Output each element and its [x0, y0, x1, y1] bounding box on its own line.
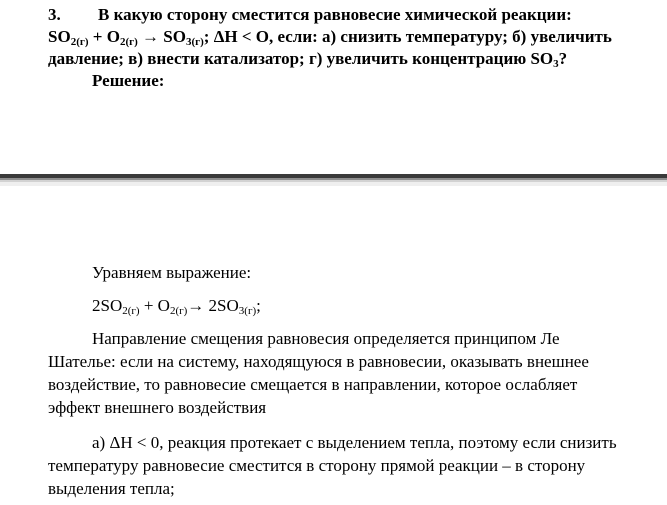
solution-paragraph-2-line-2: Шателье: если на систему, находящуюся в равновесии, оказывать внешнее — [48, 352, 589, 371]
formula-index: 2(г) — [122, 305, 140, 317]
solution-equation — [48, 294, 667, 317]
solution-label: Решение: — [92, 71, 165, 90]
solution-paragraph-2-line-4: эффект внешнего воздействия — [48, 398, 267, 417]
task-question-mark: ? — [558, 49, 568, 68]
solution-paragraph-3-line-2: температуру равновесие сместится в сторону прямой реакции – в сторону — [48, 456, 586, 475]
task-line-3 — [48, 48, 667, 70]
formula-end: ; — [256, 296, 261, 315]
task-equation — [48, 26, 667, 48]
solution-paragraph-3-line-1: а) ΔH < 0, реакция протекает с выделением тепла, поэтому если снизить — [92, 433, 617, 452]
solution-paragraph-3-line-3: выделения тепла; — [48, 479, 175, 498]
page-break-divider — [0, 174, 667, 190]
formula-index: 2(г) — [70, 36, 89, 48]
formula-so3: → SO — [137, 27, 186, 46]
formula-index: 3(г) — [238, 305, 257, 317]
formula-index: 3(г) — [185, 36, 204, 48]
task-conditions-cont: давление; в) внести катализатор; г) увеличить концентрацию SO — [48, 49, 554, 68]
formula-index: 3 — [553, 58, 559, 70]
task-statement — [48, 4, 667, 92]
solution-paragraph-2-line-1: Направление смещения равновесия определяется принципом Ле — [92, 329, 560, 348]
solution-paragraph-1: Уравняем выражение: — [92, 263, 252, 282]
formula-so2: SO — [48, 27, 71, 46]
formula-index: 2(г) — [119, 36, 138, 48]
task-question: В какую сторону сместится равновесие химической реакции: — [98, 5, 572, 24]
formula-index: 2(г) — [169, 305, 188, 317]
formula-2so3: → 2SO — [187, 296, 239, 315]
formula-2so2: 2SO — [92, 296, 123, 315]
task-conditions: ; ΔH < O, если: а) снизить температуру; б) увеличить — [203, 27, 612, 46]
solution-paragraph-2-line-3: воздействие, то равновесие смещается в направлении, которое ослабляет — [48, 375, 578, 394]
task-number: 3. — [48, 5, 61, 24]
solution-body — [48, 261, 667, 500]
formula-o2: + O — [139, 296, 170, 315]
formula-o2: + O — [88, 27, 120, 46]
task-line-1 — [48, 4, 667, 26]
